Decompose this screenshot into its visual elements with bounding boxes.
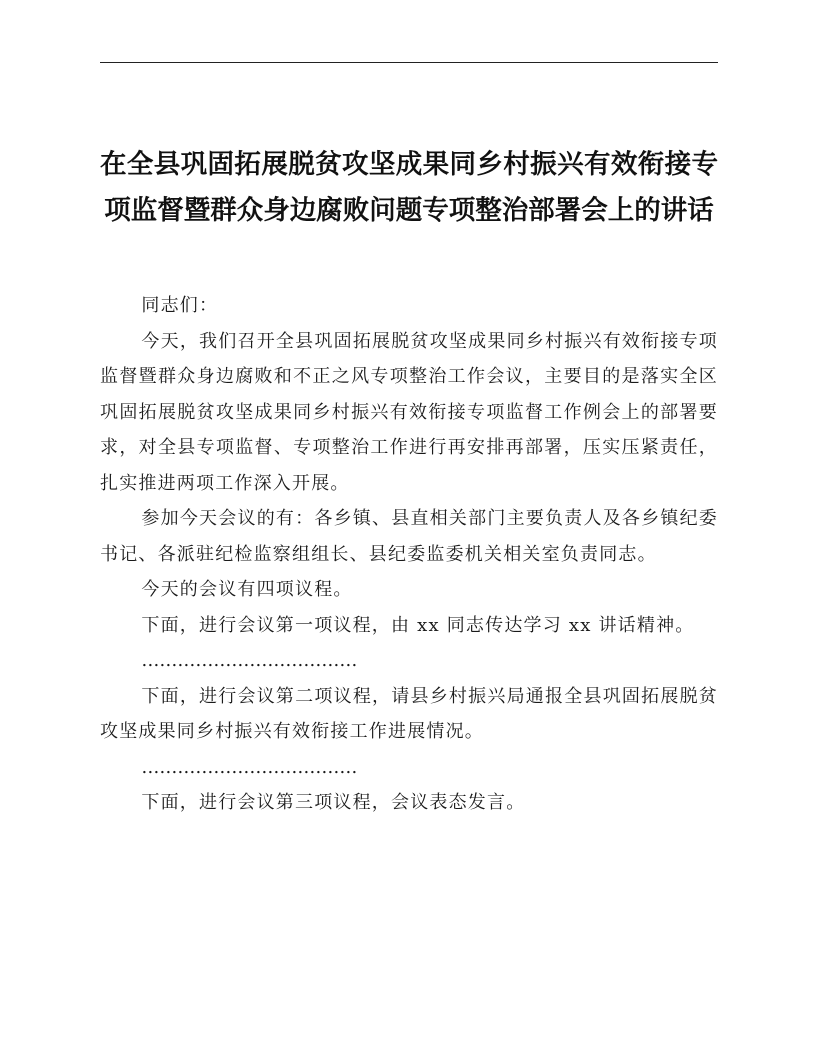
ellipsis-separator: ……………………………… xyxy=(141,650,358,671)
document-body xyxy=(100,288,718,821)
paragraph-agenda-item-2: 下面，进行会议第二项议程，请县乡村振兴局通报全县巩固拓展脱贫攻坚成果同乡村振兴有效衔接工作进展情况。 xyxy=(100,685,718,742)
header-rule xyxy=(100,62,718,63)
paragraph-intro: 今天，我们召开全县巩固拓展脱贫攻坚成果同乡村振兴有效衔接专项监督暨群众身边腐败和不正之风专项整治工作会议，主要目的是落实全区巩固拓展脱贫攻坚成果同乡村振兴有效衔接专项监督工作例会上的部署要求，对全县专项监督、专项整治工作进行再安排再部署，压实压紧责任，扎实推进两项工作深入开展。 xyxy=(100,330,718,494)
paragraph-agenda: 今天的会议有四项议程。 xyxy=(141,579,353,600)
paragraph-agenda-item-1: 下面，进行会议第一项议程，由 xx 同志传达学习 xx 讲话精神。 xyxy=(141,614,695,636)
paragraph-agenda-item-3: 下面，进行会议第三项议程，会议表态发言。 xyxy=(141,792,526,813)
document-title: 在全县巩固拓展脱贫攻坚成果同乡村振兴有效衔接专项监督暨群众身边腐败问题专项整治部署会上的讲话 xyxy=(100,149,718,226)
salutation: 同志们： xyxy=(141,295,219,316)
ellipsis-separator: ……………………………… xyxy=(141,756,358,778)
paragraph-attendees: 参加今天会议的有：各乡镇、县直相关部门主要负责人及各乡镇纪委书记、各派驻纪检监察组组长、县纪委监委机关相关室负责同志。 xyxy=(100,508,718,565)
